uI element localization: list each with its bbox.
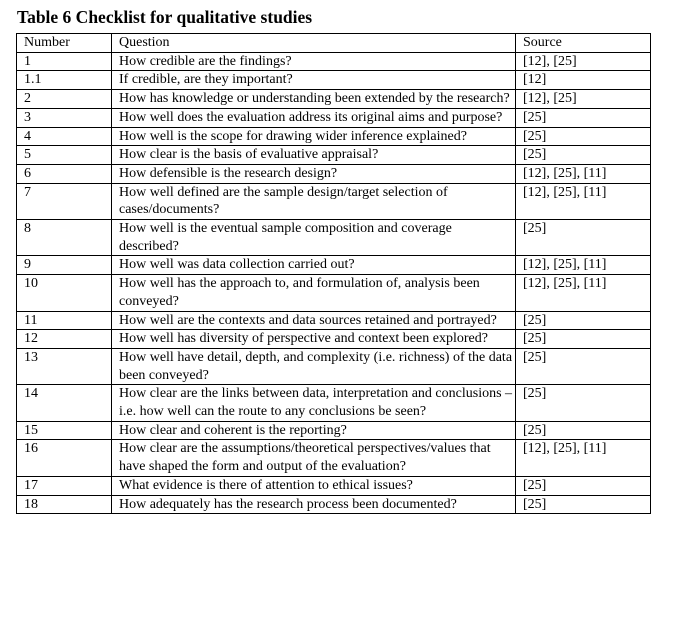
row-question: If credible, are they important? xyxy=(112,71,516,90)
row-source: [12], [25], [11] xyxy=(516,275,651,311)
row-question: How well have detail, depth, and complexity (i.e. richness) of the data been conveyed? xyxy=(112,348,516,384)
row-question: How well does the evaluation address its original aims and purpose? xyxy=(112,108,516,127)
header-source: Source xyxy=(516,34,651,53)
row-source: [12], [25] xyxy=(516,52,651,71)
row-number: 10 xyxy=(17,275,112,311)
row-number: 13 xyxy=(17,348,112,384)
row-question: How clear is the basis of evaluative appraisal? xyxy=(112,146,516,165)
header-question: Question xyxy=(112,34,516,53)
row-question: How clear are the links between data, interpretation and conclusions – i.e. how well can the route to any conclusions be seen? xyxy=(112,385,516,421)
row-source: [25] xyxy=(516,146,651,165)
row-question: How defensible is the research design? xyxy=(112,164,516,183)
table-row xyxy=(17,146,651,165)
row-source: [25] xyxy=(516,311,651,330)
table-row xyxy=(17,220,651,256)
table-row xyxy=(17,440,651,476)
header-number: Number xyxy=(17,34,112,53)
row-question: How well is the eventual sample composition and coverage described? xyxy=(112,220,516,256)
row-number: 8 xyxy=(17,220,112,256)
table-row xyxy=(17,108,651,127)
row-question: How clear and coherent is the reporting? xyxy=(112,421,516,440)
row-source: [12], [25], [11] xyxy=(516,164,651,183)
row-source: [25] xyxy=(516,108,651,127)
row-source: [25] xyxy=(516,385,651,421)
table-row xyxy=(17,385,651,421)
row-number: 7 xyxy=(17,183,112,219)
row-number: 3 xyxy=(17,108,112,127)
table-row xyxy=(17,275,651,311)
row-number: 12 xyxy=(17,330,112,349)
row-source: [12], [25], [11] xyxy=(516,183,651,219)
row-source: [25] xyxy=(516,476,651,495)
row-question: How well has diversity of perspective and context been explored? xyxy=(112,330,516,349)
table-row xyxy=(17,348,651,384)
header-row xyxy=(17,34,651,53)
row-question: How adequately has the research process been documented? xyxy=(112,495,516,514)
table-row xyxy=(17,421,651,440)
checklist-table xyxy=(16,33,651,514)
row-number: 15 xyxy=(17,421,112,440)
row-number: 5 xyxy=(17,146,112,165)
table-row xyxy=(17,256,651,275)
row-number: 18 xyxy=(17,495,112,514)
row-question: How clear are the assumptions/theoretical perspectives/values that have shaped the form and output of the evaluation? xyxy=(112,440,516,476)
table-row xyxy=(17,311,651,330)
row-question: How has knowledge or understanding been extended by the research? xyxy=(112,90,516,109)
table-row xyxy=(17,127,651,146)
row-number: 1 xyxy=(17,52,112,71)
row-question: How well is the scope for drawing wider inference explained? xyxy=(112,127,516,146)
row-number: 17 xyxy=(17,476,112,495)
row-source: [25] xyxy=(516,348,651,384)
row-number: 4 xyxy=(17,127,112,146)
table-row xyxy=(17,164,651,183)
table-row xyxy=(17,90,651,109)
row-source: [25] xyxy=(516,495,651,514)
row-source: [25] xyxy=(516,127,651,146)
row-number: 14 xyxy=(17,385,112,421)
row-number: 1.1 xyxy=(17,71,112,90)
row-number: 6 xyxy=(17,164,112,183)
row-source: [25] xyxy=(516,220,651,256)
table-row xyxy=(17,330,651,349)
row-question: How well are the contexts and data sources retained and portrayed? xyxy=(112,311,516,330)
row-question: How well has the approach to, and formulation of, analysis been conveyed? xyxy=(112,275,516,311)
row-question: How well defined are the sample design/target selection of cases/documents? xyxy=(112,183,516,219)
table-row xyxy=(17,71,651,90)
table-row xyxy=(17,183,651,219)
row-number: 9 xyxy=(17,256,112,275)
row-source: [12] xyxy=(516,71,651,90)
row-source: [25] xyxy=(516,421,651,440)
row-question: What evidence is there of attention to ethical issues? xyxy=(112,476,516,495)
row-source: [12], [25], [11] xyxy=(516,256,651,275)
row-source: [12], [25] xyxy=(516,90,651,109)
row-question: How credible are the findings? xyxy=(112,52,516,71)
document-page xyxy=(16,6,652,514)
row-number: 16 xyxy=(17,440,112,476)
table-title: Table 6 Checklist for qualitative studies xyxy=(17,7,313,27)
table-row xyxy=(17,495,651,514)
row-source: [12], [25], [11] xyxy=(516,440,651,476)
row-number: 11 xyxy=(17,311,112,330)
row-number: 2 xyxy=(17,90,112,109)
table-row xyxy=(17,52,651,71)
row-source: [25] xyxy=(516,330,651,349)
row-question: How well was data collection carried out? xyxy=(112,256,516,275)
table-row xyxy=(17,476,651,495)
